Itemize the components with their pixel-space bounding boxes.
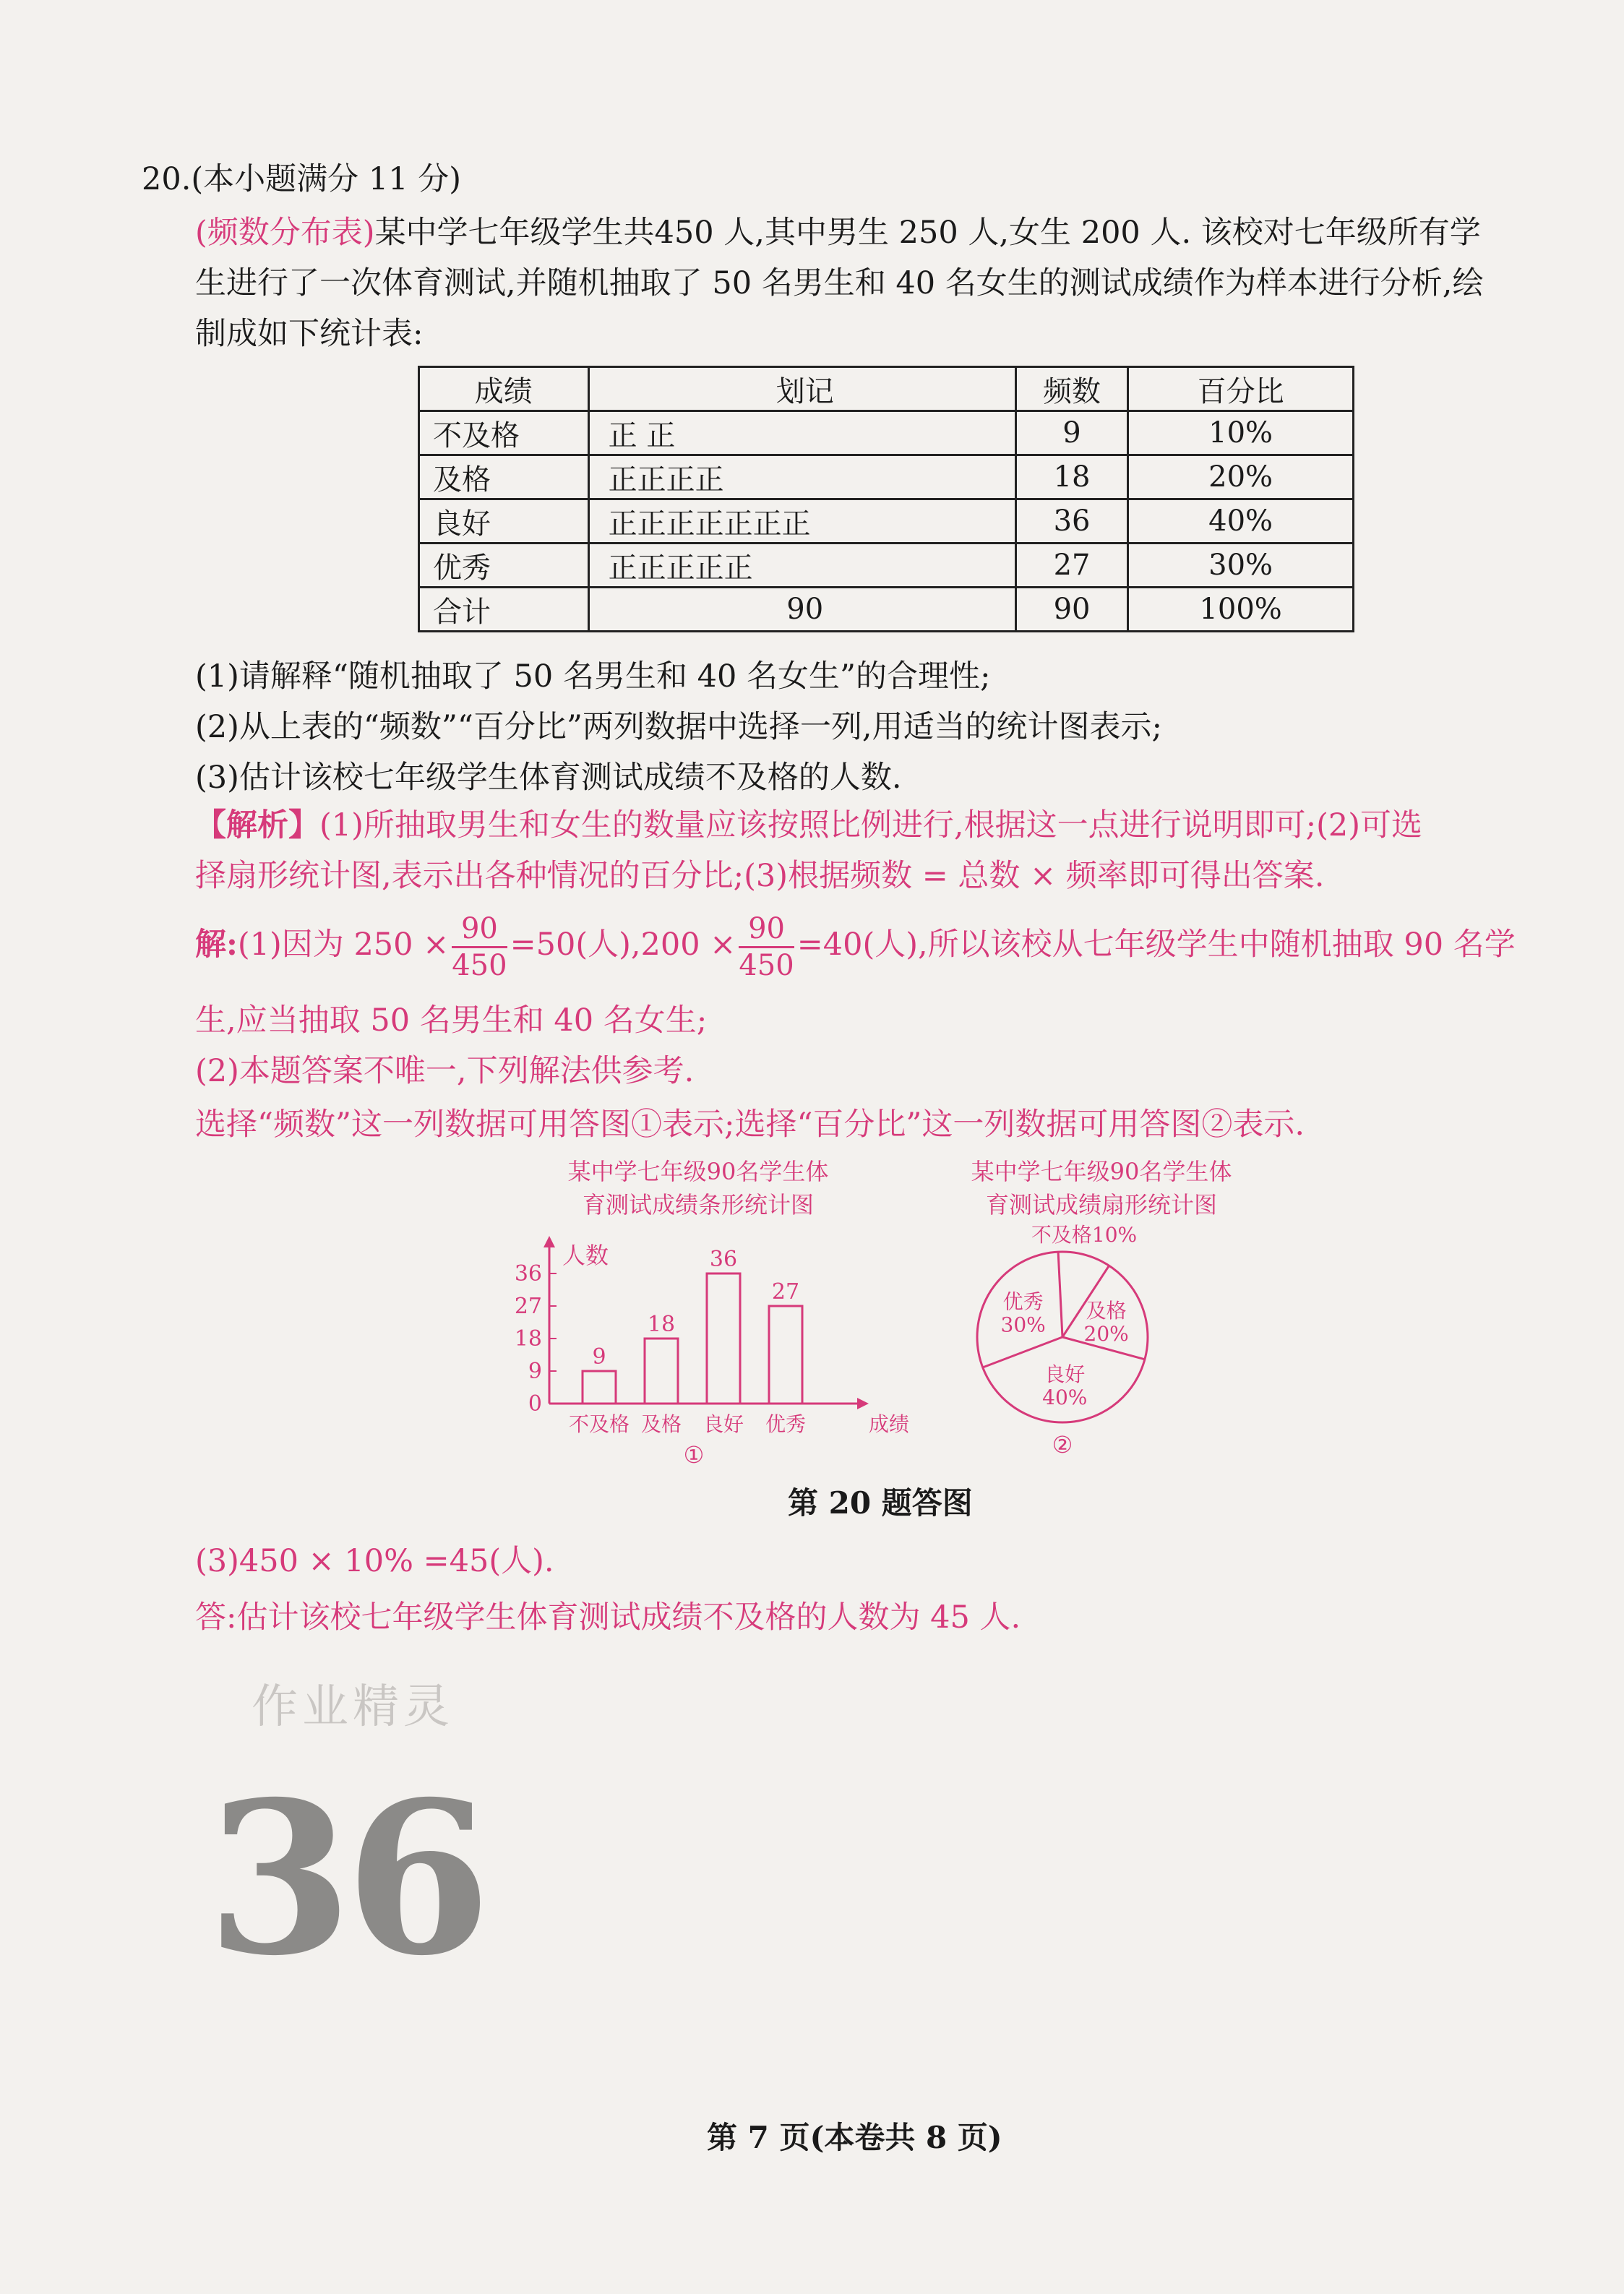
x-tick-label: 不及格 bbox=[568, 1412, 630, 1436]
x-tick-label: 良好 bbox=[703, 1412, 744, 1436]
stem-line-3: 制成如下统计表: bbox=[195, 316, 424, 352]
y-tick-label: 0 bbox=[528, 1391, 542, 1417]
x-tick-label: 优秀 bbox=[765, 1412, 807, 1436]
solution-line-6: 答:估计该校七年级学生体育测试成绩不及格的人数为 45 人. bbox=[195, 1599, 1021, 1636]
question-number: 20. bbox=[142, 161, 192, 197]
table-row bbox=[419, 544, 1354, 588]
analysis-text-1: (1)所抽取男生和女生的数量应该按照比例进行,根据这一点进行说明即可;(2)可选 bbox=[319, 807, 1422, 843]
solution-label: 解: bbox=[195, 927, 238, 963]
bar bbox=[769, 1306, 802, 1404]
cell-grade: 合计 bbox=[419, 588, 589, 632]
bar-chart-title-line-2: 育测试成绩条形统计图 bbox=[582, 1191, 814, 1219]
x-axis-arrow bbox=[857, 1398, 869, 1409]
stem-line-2: 生进行了一次体育测试,并随机抽取了 50 名男生和 40 名女生的测试成绩作为样本进行分析,绘 bbox=[195, 265, 1484, 301]
cell-freq: 9 bbox=[1015, 411, 1127, 455]
fraction-denominator: 450 bbox=[739, 948, 794, 982]
header-tally: 划记 bbox=[588, 367, 1015, 411]
fraction-numerator: 90 bbox=[739, 914, 794, 948]
analysis-label: 【解析】 bbox=[195, 807, 319, 843]
page-footer: 第 7 页(本卷共 8 页) bbox=[707, 2120, 1002, 2155]
table-row bbox=[419, 455, 1354, 499]
cell-pct: 40% bbox=[1128, 499, 1354, 544]
bar-chart-title-line-1: 某中学七年级90名学生体 bbox=[567, 1158, 829, 1185]
header-freq: 频数 bbox=[1015, 367, 1127, 411]
bar bbox=[707, 1273, 740, 1404]
table-total-row bbox=[419, 588, 1354, 632]
figure-caption: 第 20 题答图 bbox=[788, 1485, 973, 1521]
cell-tally-total: 90 bbox=[588, 588, 1015, 632]
solution-line-3: (2)本题答案不唯一,下列解法供参考. bbox=[195, 1053, 695, 1089]
pie-slice-percent: 20% bbox=[1083, 1321, 1129, 1346]
cell-freq: 18 bbox=[1015, 455, 1127, 499]
pie-chart-title-line-1: 某中学七年级90名学生体 bbox=[971, 1158, 1232, 1185]
topic-tag: (频数分布表) bbox=[195, 215, 375, 251]
solution-line-1 bbox=[195, 911, 1516, 982]
pie-chart-title bbox=[928, 1155, 1275, 1221]
cell-pct: 10% bbox=[1128, 411, 1354, 455]
solution-line-5: (3)450 × 10% =45(人). bbox=[195, 1543, 554, 1579]
pie-chart bbox=[954, 1221, 1171, 1496]
bar-value-label: 9 bbox=[592, 1344, 606, 1370]
x-axis-label: 成绩 bbox=[869, 1412, 910, 1436]
solution-line-2: 生,应当抽取 50 名男生和 40 名女生; bbox=[195, 1002, 708, 1039]
part-3: (3)估计该校七年级学生体育测试成绩不及格的人数. bbox=[195, 760, 902, 796]
y-tick-label: 18 bbox=[514, 1326, 542, 1352]
analysis-line-1 bbox=[195, 804, 1422, 847]
cell-pct: 30% bbox=[1128, 544, 1354, 588]
cell-grade: 优秀 bbox=[419, 544, 589, 588]
stats-table bbox=[418, 366, 1354, 632]
header-pct: 百分比 bbox=[1128, 367, 1354, 411]
cell-freq: 90 bbox=[1015, 588, 1127, 632]
figure-mark: ① bbox=[683, 1441, 705, 1469]
score-note: (本小题满分 11 分) bbox=[191, 161, 461, 197]
solution-text-a: (1)因为 250 × bbox=[237, 927, 450, 963]
y-axis-label: 人数 bbox=[562, 1242, 609, 1269]
cell-grade: 不及格 bbox=[419, 411, 589, 455]
cell-pct: 100% bbox=[1128, 588, 1354, 632]
solution-text-b: =50(人),200 × bbox=[510, 927, 736, 963]
pie-slice-label: 不及格10% bbox=[1031, 1223, 1138, 1247]
bar-chart bbox=[499, 1221, 910, 1496]
cell-grade: 及格 bbox=[419, 455, 589, 499]
pie-slice-name: 及格 bbox=[1086, 1298, 1127, 1323]
pie-slice-edge bbox=[1058, 1252, 1062, 1337]
bar-value-label: 18 bbox=[647, 1312, 676, 1337]
corner-number: 36 bbox=[207, 1756, 484, 2002]
y-tick-label: 27 bbox=[514, 1294, 542, 1319]
cell-tally: 正正正正正正正 bbox=[588, 499, 1015, 544]
x-tick-label: 及格 bbox=[640, 1412, 682, 1436]
y-axis-arrow bbox=[544, 1236, 555, 1247]
bar bbox=[583, 1371, 616, 1404]
stem-line-1 bbox=[195, 211, 1481, 254]
bar bbox=[645, 1339, 678, 1404]
cell-tally: 正 正 bbox=[588, 411, 1015, 455]
fraction-1 bbox=[452, 911, 507, 982]
pie-slice-percent: 40% bbox=[1042, 1385, 1088, 1409]
solution-text-c: =40(人),所以该校从七年级学生中随机抽取 90 名学 bbox=[796, 927, 1516, 963]
watermark-text: 作业精灵 bbox=[252, 1680, 454, 1734]
cell-tally: 正正正正正 bbox=[588, 544, 1015, 588]
bar-chart-title bbox=[510, 1155, 886, 1221]
header-grade: 成绩 bbox=[419, 367, 589, 411]
solution-line-4: 选择“频数”这一列数据可用答图①表示;选择“百分比”这一列数据可用答图②表示. bbox=[195, 1107, 1305, 1143]
part-2: (2)从上表的“频数”“百分比”两列数据中选择一列,用适当的统计图表示; bbox=[195, 709, 1162, 745]
part-1: (1)请解释“随机抽取了 50 名男生和 40 名女生”的合理性; bbox=[195, 658, 991, 695]
analysis-line-2: 择扇形统计图,表示出各种情况的百分比;(3)根据频数 = 总数 × 频率即可得出答案. bbox=[195, 858, 1325, 894]
fraction-numerator: 90 bbox=[452, 914, 507, 948]
pie-slice-name: 良好 bbox=[1044, 1362, 1086, 1386]
cell-pct: 20% bbox=[1128, 455, 1354, 499]
pie-slice-percent: 30% bbox=[1000, 1313, 1046, 1337]
fraction-2 bbox=[739, 911, 794, 982]
cell-freq: 36 bbox=[1015, 499, 1127, 544]
figure-mark: ② bbox=[1052, 1431, 1073, 1459]
y-tick-label: 9 bbox=[528, 1359, 542, 1384]
pie-slice-name: 优秀 bbox=[1002, 1289, 1044, 1314]
cell-tally: 正正正正 bbox=[588, 455, 1015, 499]
y-tick-label: 36 bbox=[514, 1261, 542, 1286]
pie-chart-title-line-2: 育测试成绩扇形统计图 bbox=[985, 1191, 1217, 1219]
table-row bbox=[419, 499, 1354, 544]
cell-grade: 良好 bbox=[419, 499, 589, 544]
table-row bbox=[419, 411, 1354, 455]
table-header-row bbox=[419, 367, 1354, 411]
fraction-denominator: 450 bbox=[452, 948, 507, 982]
bar-value-label: 36 bbox=[709, 1247, 738, 1272]
question-header bbox=[142, 158, 461, 201]
cell-freq: 27 bbox=[1015, 544, 1127, 588]
stem-text-1: 某中学七年级学生共450 人,其中男生 250 人,女生 200 人. 该校对七年级所有学 bbox=[374, 215, 1481, 251]
bar-value-label: 27 bbox=[771, 1279, 800, 1305]
